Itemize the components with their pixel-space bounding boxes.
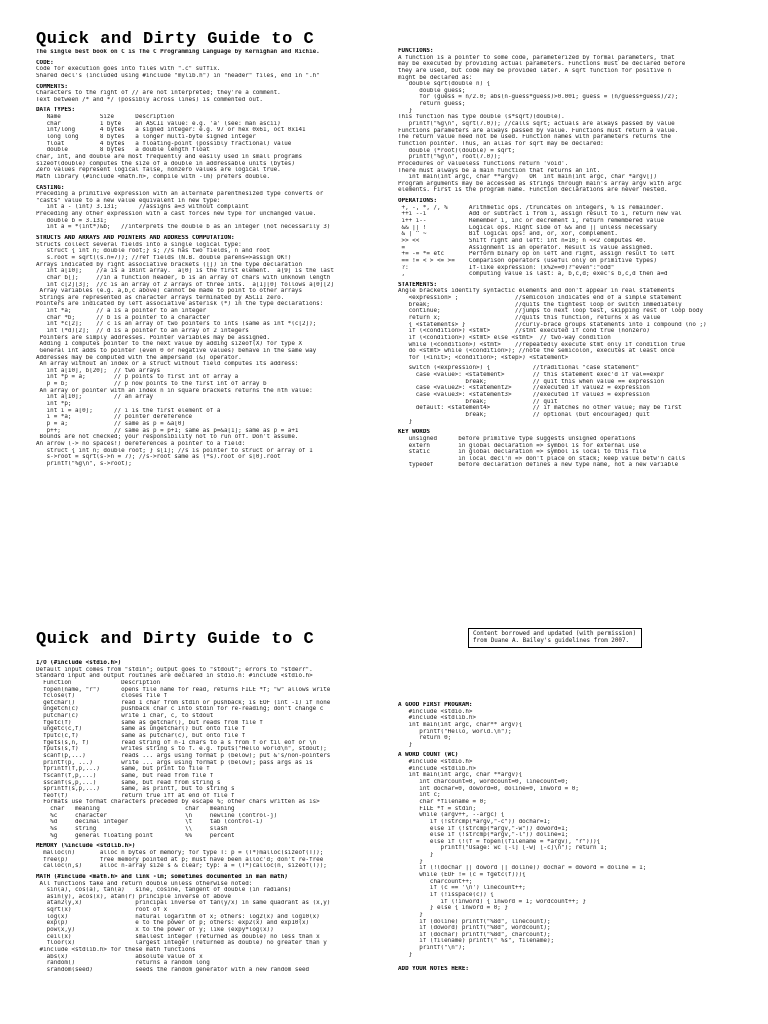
text-line: +, -, *, /, % Arithmetic ops. /truncates on integers, % is remainder. [398, 204, 664, 211]
text-line: Function Description [36, 679, 161, 686]
text-line: float 4 bytes a floating-point (possibly fractional) value [36, 140, 292, 147]
text-line: double b = 3.131; [36, 217, 107, 224]
text-line: fprintf(f,p,...) same, but print to file f [36, 766, 210, 773]
text-line: This function has type double (s*sqrt)(double). [398, 114, 565, 121]
text-line: if (!inword) { inword = 1; wordcount++; } [398, 898, 586, 905]
text-line: The return value need not be used. Function names with parameters returns the [398, 134, 672, 141]
text-line: ceil(x) smallest integer (returned as double) no less than x [36, 933, 320, 940]
text-line: General int adds to pointer (even 0 or negative values) behave in the same way [36, 347, 317, 354]
text-line: Preceding any other expression with a cast forces new type for unchanged value. [36, 211, 317, 218]
text-line: There must always be a main function that returns an int. [398, 167, 601, 174]
text-line: } [398, 852, 434, 859]
text-line: char, int, and double are most frequently and easily used in small programs [36, 153, 302, 160]
text-line: for (guess = n/2.0; abs(n-guess*guess)>0.001; guess = (n/guess+guess)/2); [398, 94, 679, 101]
text-line: might be declared as: [398, 74, 473, 81]
text-line: extern in global declaration => symbol is for external use [398, 442, 640, 449]
left-column [36, 660, 376, 973]
text-line: = Assignment is an operator. Result is value assigned. [398, 244, 654, 251]
text-line: else if (!strcmp(*argv,"-w")) doword=1; [398, 825, 569, 832]
text-line: An array or pointer with an index n in square brackets returns the nth value: [36, 387, 313, 394]
text-line: break; // quit [398, 398, 558, 405]
text-line: putchar(c) write 1 char, c, to stdout [36, 713, 214, 720]
text-line: charcount++; [398, 878, 473, 885]
text-line: may be executed by providing actual parameters. Functions must be declared before [398, 61, 686, 68]
text-line: Code for execution goes into files with ".c" suffix. [36, 66, 221, 73]
text-line: #include <stdio.h> [398, 759, 473, 766]
text-line: fclose(f) closes file f [36, 693, 168, 700]
text-line: getchar() read 1 char from stdin or pushback; is EOF (int -1) if none [36, 699, 331, 706]
text-line: int i = a[0]; // i is the first element of a [36, 407, 221, 414]
text-line: Functions parameters are always passed by value. Functions must return a value. [398, 127, 679, 134]
text-line: i++ i-- Remember i, inc or decrement i, return remembered value [398, 218, 664, 225]
text-line: fgetc(f) same as getchar(), but reads from file f [36, 719, 263, 726]
text-line: An arrow (-> no spaces!) dereferences a pointer to a field: [36, 440, 246, 447]
text-line: long long 8 bytes a longer multi-byte signed integer [36, 134, 256, 141]
text-line: int a - (int) 3.131; //assigns a=3 without complaint [36, 204, 249, 211]
section-heading: OPERATIONS: [398, 198, 438, 205]
section-heading: KEY WORDS [398, 429, 430, 436]
text-line: else if (!strcmp(*argv,"-l")) doline=1; [398, 832, 569, 839]
text-line: break; //quits the tightest loop or switch immediately [398, 301, 682, 308]
text-line: Structs collect several fields into a single logical type: [36, 241, 242, 248]
text-line: static in global declaration => symbol is local to this file [398, 449, 647, 456]
section-heading: DATA TYPES: [36, 107, 76, 114]
text-line: Name Size Description [36, 114, 175, 121]
text-line: s->root = sqrt(s->n = 7); //s->root same as (*s).root or s[0].root [36, 454, 281, 461]
text-line: printf(p, ...) write ... args using format p (below); pass args as is [36, 759, 313, 766]
text-line: pow(x,y) x to the power of y; like (expy*log(x)) [36, 926, 274, 933]
text-line: #include <stdlib.h> [398, 765, 477, 772]
page-title: Quick and Dirty Guide to C [36, 630, 315, 649]
text-line: if (doline) printf("%8d", linecount); [398, 918, 551, 925]
text-line: continue; //jumps to next loop test, skipping rest of loop body [398, 308, 703, 315]
guide-page-2 [0, 612, 768, 1024]
text-line: printf("Hello, world.\n"); [398, 728, 512, 735]
text-line: #include <stdio.h> [398, 708, 473, 715]
text-line: return 0; [398, 735, 452, 742]
text-line: if (filename) printf(" %s", filename); [398, 938, 555, 945]
text-line: Bounds are not checked; your responsibility not to run off. Don't assume. [36, 434, 299, 441]
text-line: Standard input and output routines are declared in stdio.h: #include <stdio.h> [36, 673, 313, 680]
text-line: malloc(n) alloc n bytes of memory; for type T: p = (T*)malloc(sizeof(T)); [36, 849, 324, 856]
text-line: fputc(c,f) same as putchar(c), but onto file f [36, 733, 246, 740]
text-line: if (!(dochar || doword || doline)) dochar = doword = doline = 1; [398, 865, 647, 872]
text-line: { <statements> } //curly-brace groups statements into 1 compound (no ;) [398, 321, 707, 328]
text-line: double 8 bytes a double length float [36, 147, 210, 154]
text-line: "casts" value to a new value equivalent in new type: [36, 197, 221, 204]
text-line: An array without an index or a struct without field computes its address: [36, 361, 299, 368]
text-line: if (doword) printf("%8d", wordcount); [398, 925, 551, 932]
text-line: & | ^ ~ Bit logical ops: and, or, xor, complement. [398, 231, 618, 238]
text-line: int a = *(int*)&b; //interprets the double b as an integer (not necessarily 3) [36, 224, 331, 231]
text-line: while (<condition>) <stmt> //repeatedly execute stmt only if condition true [398, 341, 686, 348]
text-line: int/long 4 bytes a signed integer: e.g. 97 or hex 0x61, oct 0x141 [36, 127, 306, 134]
text-line: ++i --i Add or subtract 1 from i, assign result to i, return new val [398, 211, 682, 218]
text-line: Procedures or valueless functions return 'void'. [398, 160, 569, 167]
text-line: p = a; // same as p = &a[0] [36, 420, 185, 427]
text-line: double (*root)(double) = sqrt; [398, 147, 516, 154]
section-heading: A GOOD FIRST PROGRAM: [398, 702, 473, 708]
text-line: return x; //quits this function, returns x as value [398, 314, 661, 321]
text-line: Pointers are indicated by left associative asterisk (*) in the type declarations: [36, 301, 324, 308]
text-line: scanf(p,...) reads ... args using format p (below); put &'s/non-pointers [36, 752, 331, 759]
text-line: break; // optional (but encouraged) quit [398, 411, 650, 418]
text-line: int *a; // a is a pointer to an integer [36, 308, 207, 315]
text-line: struct { int n; double root; } s[1]; //s is pointer to struct or array of 1 [36, 447, 313, 454]
text-line: fscanf(f,p,...) same, but read from file f [36, 772, 214, 779]
section-heading: STATEMENTS: [398, 281, 438, 288]
text-line: A function is a pointer to some code, parameterized by formal parameters, that [398, 54, 675, 61]
text-line: sscanf(s,p,...) same, but read from string s [36, 779, 221, 786]
text-line: int c[2][3]; //c is an array of 2 arrays of three ints. a[1][0] follows a[0][2] [36, 281, 334, 288]
text-line: int *p; [36, 401, 72, 408]
text-line: log(x) natural logarithm of x; others: log2(x) and log10(x) [36, 913, 320, 920]
text-line: do <stmt> while (<condition>); //note the semicolon, executes at least once [398, 348, 675, 355]
text-line: abs(x) absolute value of x [36, 953, 203, 960]
text-line: if (<condition>) <stmt> //stmt executed if cond true (nonzero) [398, 328, 650, 335]
text-line: ungetch(c) pushback char c into stdin for re-reading; don't change c [36, 706, 324, 713]
text-line: if (!isspace(c)) { [398, 891, 494, 898]
section-heading: A WORD COUNT (WC) [398, 752, 459, 759]
text-line: default: <statement4> // if matches no other value; may be first [398, 405, 682, 412]
text-line: random() returns a random long [36, 960, 210, 967]
text-line: switch (<expression>) { //traditional "case statement" [398, 365, 640, 372]
text-line: #include <stdlib.h> for these math functions [36, 946, 196, 953]
text-line: int a[10], b[20]; // two arrays [36, 367, 161, 374]
text-line: The single best book on C is The C Programming Language by Kernighan and Richie. [36, 49, 320, 55]
text-line: char meaning char meaning [36, 806, 235, 813]
text-line: #include <stdlib.h> [398, 715, 477, 722]
text-line: Strings are represented as character arrays terminated by ASCII zero. [36, 294, 285, 301]
text-line: %c character \n newline (control-j) [36, 812, 278, 819]
text-line: %d decimal integer \t tab (control-i) [36, 819, 263, 826]
text-line: fopen(name, "r") opens file name for read, returns FILE *f; "w" allows write [36, 686, 331, 693]
text-line: return guess; [398, 101, 466, 108]
text-line: sin(a), cos(a), tan(a) sine, cosine, tangent of double (in radians) [36, 887, 292, 894]
text-line: ungetc(c,f) same as ungetchar() but onto file f [36, 726, 246, 733]
text-line: } [398, 418, 413, 425]
text-line: >> << Shift right and left: int n=10; n <<2 computes 40. [398, 237, 647, 244]
text-line: char b[]; //in a function header, b is an array of chars with unknown length [36, 274, 331, 281]
text-line: Formats use format characters preceded by escape %; other chars written as is> [36, 799, 320, 806]
text-line: int *c[2]; // c is an array of two pointers to ints (same as int *(c[2]); [36, 321, 317, 328]
text-line: double sqrt(double n) { [398, 81, 491, 88]
text-line: <expression> ; //semicolon indicates end of a simple statement [398, 295, 682, 302]
text-line: calloc(n,s) alloc n-array size s & clear; typ: a = (T*)calloc(n, sizeof(T)); [36, 863, 327, 870]
text-line: they are used, but code may be provided later. A sqrt function for positive n [398, 67, 672, 74]
text-line: i = *a; // pointer dereference [36, 414, 193, 421]
text-line: int a[10]; //a is a 10int array. a[0] is the first element. a[9] is the last [36, 268, 334, 275]
text-line: int (*d)[2]; // d is a pointer to an array of 2 integers [36, 327, 249, 334]
text-line: int main(int argc, char **argv) OR int main(int argc, char *argv[]) [398, 174, 657, 181]
text-line: in local decl'n => don't place on stack; keep value betw'n calls [398, 455, 686, 462]
text-line: Arrays indicated by right associative brackets ([]) in the type declaration [36, 261, 302, 268]
text-line: int a[10]; // an array [36, 394, 154, 401]
text-line: printf("%g\n", s->root); [36, 460, 132, 467]
text-line: if (<condition>) <stmt> else <stmt> // two-way condition [398, 334, 611, 341]
section-heading: I/O (#include <stdio.h>) [36, 660, 122, 666]
text-line: if (dochar) printf("%8d", charcount); [398, 931, 551, 938]
text-line: } [398, 741, 413, 748]
text-line: struct { int n; double root;} s; //s has two fields, n and root [36, 248, 271, 255]
text-line: char 1 byte an ASCII value: e.g. 'a' (see: man ascii) [36, 120, 281, 127]
text-line: free(p) free memory pointed at p; must have been alloc'd; don't re-free [36, 856, 324, 863]
text-line: typedef before declaration defines a new type name, not a new variable [398, 462, 679, 469]
text-line: char *filename = 0; [398, 798, 487, 805]
section-heading: MEMORY (%include <stdlib.h>) [36, 843, 136, 850]
text-line: int dochar=0, doword=0, doline=0, inword = 0; [398, 785, 579, 792]
text-line: } [398, 107, 413, 114]
text-line: && || ! Logical ops. Right side of && and || unless necessary [398, 224, 657, 231]
section-heading: STRUCTS AND ARRAYS AND POINTERS AND ADDRESS COMPUTATION: [36, 235, 235, 242]
text-line: } [398, 951, 413, 958]
text-line: Default input comes from "stdin"; output goes to "stdout"; errors to "stderr". [36, 666, 313, 673]
text-line: printf("%g\n", root(7.0)); [398, 154, 501, 161]
text-line: for (<init>; <condition>; <step>) <statement> [398, 354, 569, 361]
text-line: All functions take and return double unless otherwise noted: [36, 880, 253, 887]
text-line: Pointers are simply addresses. Pointer variables may be assigned. [36, 334, 271, 341]
text-line: printf("\n"); [398, 945, 466, 952]
text-line: printf("Usage: wc [-l] [-w] [-c]\n"); return 1; [398, 845, 608, 852]
left-column [36, 49, 376, 467]
text-line: atan2(y,x) principal inverse of tan(y/x) in same quadrant as (x,y) [36, 900, 331, 907]
text-line: fputs(s,f) writes string s to f. e.g. fputs("Hello world\n", stdout); [36, 746, 327, 753]
text-line: if (c == '\n') linecount++; [398, 885, 526, 892]
text-line: Math library (#include <math.h>, compile with -lm) prefers double. [36, 173, 271, 180]
text-line: floor(x) largest integer (returned as double) no greater than y [36, 940, 327, 947]
text-line: Zero values represent logical false, nonzero values are logical true. [36, 167, 281, 174]
text-line: sizeof(double) computes the size of a double in addressable units (bytes) [36, 160, 295, 167]
text-line: Preceding a primitive expression with an alternate parenthesized type converts or [36, 191, 324, 198]
text-line: ?: If-like expression: (x%2==0)?"even":"odd" [398, 264, 615, 271]
text-line: elements. First is the program name. Function declarations are never nested. [398, 187, 668, 194]
text-line: while (argv++, --argc) { [398, 812, 505, 819]
text-line: sprintf(s,p,...) same, as printf, but to string s [36, 786, 235, 793]
text-line: if (!strcmp(*argv,"-c")) dochar=1; [398, 818, 551, 825]
text-line: Adding 1 computes pointer to the next value by adding sizeof(X) for type X [36, 341, 302, 348]
text-line: char *b; // b is a pointer to a character [36, 314, 210, 321]
page-title: Quick and Dirty Guide to C [36, 30, 315, 49]
text-line: int main(int argc, char **argv){ [398, 772, 523, 779]
section-heading: CODE: [36, 59, 54, 66]
right-column [398, 702, 744, 973]
text-line: } else { inword = 0; } [398, 905, 508, 912]
text-line: unsigned before primitive type suggests unsigned operations [398, 435, 636, 442]
section-heading: CASTING: [36, 184, 65, 191]
section-heading: FUNCTIONS: [398, 48, 434, 54]
text-line: feof(f) return true iff at end of file f [36, 792, 235, 799]
text-line: double guess; [398, 87, 466, 94]
section-heading: COMMENTS: [36, 83, 68, 90]
text-line: == != < > <= >= Comparison operators (useful only on primitive types) [398, 257, 657, 264]
text-line: fgets(s,n, f) read string of n-1 chars to a s from f or til eof or \n [36, 739, 317, 746]
text-line: else if (!(f = fopen((filename = *argv), "r"))){ [398, 838, 601, 845]
text-line: int c; [398, 792, 441, 799]
credit-note: Content borrowed and updated (with permission) from Duane A. Bailey's guidelines from 2007. [468, 628, 642, 648]
text-line: int main(int argc, char** argv){ [398, 721, 523, 728]
text-line: p++; // same as p = p+1; same as p=&a[1]; same as p = a+1 [36, 427, 299, 434]
section-heading: ADD YOUR NOTES HERE: [398, 966, 469, 973]
text-line: Angle brackets identify syntactic elements and don't appear in real statements [398, 288, 675, 295]
text-line: , computing value is last: a, b,c,d; exec's b,c,d then a=d [398, 271, 668, 278]
text-line: } [398, 911, 423, 918]
text-line: Characters to the right of // are not interpreted; they're a comment. [36, 90, 281, 97]
text-line: while (EOF != (c = fgetc(f))){ [398, 872, 526, 879]
text-line: exp(p) e to the power of p; others: exp2(x) and exp10(x) [36, 920, 310, 927]
text-line: int *p = a; // p points to first int of array a [36, 374, 239, 381]
text-line: asin(y), acos(x), atan(r) principle inverse of above [36, 893, 232, 900]
text-line: printf("%g\n", sqrt(7.0)); //calls sqrt; actuals are always passed by value [398, 121, 675, 128]
right-column [398, 48, 744, 469]
text-line: s.root = sqrt((s.n=7)); //ref fields (N.B. double parens=>assign OK!) [36, 254, 292, 261]
text-line: case <value2>: <statement2> //executed if value2 = expression [398, 385, 650, 392]
text-line: case <value>: <statement> // this statement exec'd if val==expr [398, 372, 664, 379]
text-line: Addresses may be computed with the ampersand (&) operator. [36, 354, 242, 361]
text-line: Program arguments may be accessed as strings through main's array argv with argc [398, 180, 682, 187]
text-line: break; // quit this when value == expression [398, 378, 664, 385]
text-line: FILE *f = stdin; [398, 805, 477, 812]
text-line: case <value3>: <statement3> //executed if value3 = expression [398, 392, 650, 399]
text-line: Shared decl's (included using #include "mylib.h") in "header" files, end in ".h" [36, 72, 320, 79]
text-line: sqrt(x) root of x [36, 907, 168, 914]
text-line: p = b; // p now points to the first int of array b [36, 381, 267, 388]
text-line: srandom(seed) seeds the random generator with a new random seed [36, 966, 310, 973]
text-line: int charcount=0, wordcount=0, linecount=0; [398, 779, 569, 786]
text-line: } [398, 858, 423, 865]
text-line: Text between /* and */ (possibly across lines) is commented out. [36, 96, 263, 103]
text-line: %g general floating point %% percent [36, 832, 235, 839]
text-line: += -= *= etc Perform binary op on left and right, assign result to left [398, 251, 675, 258]
text-line: %s string \\ slash [36, 826, 228, 833]
text-line: Array variables (e.g. a,b,c above) cannot be made to point to other arrays [36, 288, 302, 295]
text-line: function pointer. Thus, an alias for sqrt may be declared: [398, 140, 604, 147]
section-heading: MATH (#include <math.h> and link -lm; sometimes documented in man math) [36, 873, 288, 880]
